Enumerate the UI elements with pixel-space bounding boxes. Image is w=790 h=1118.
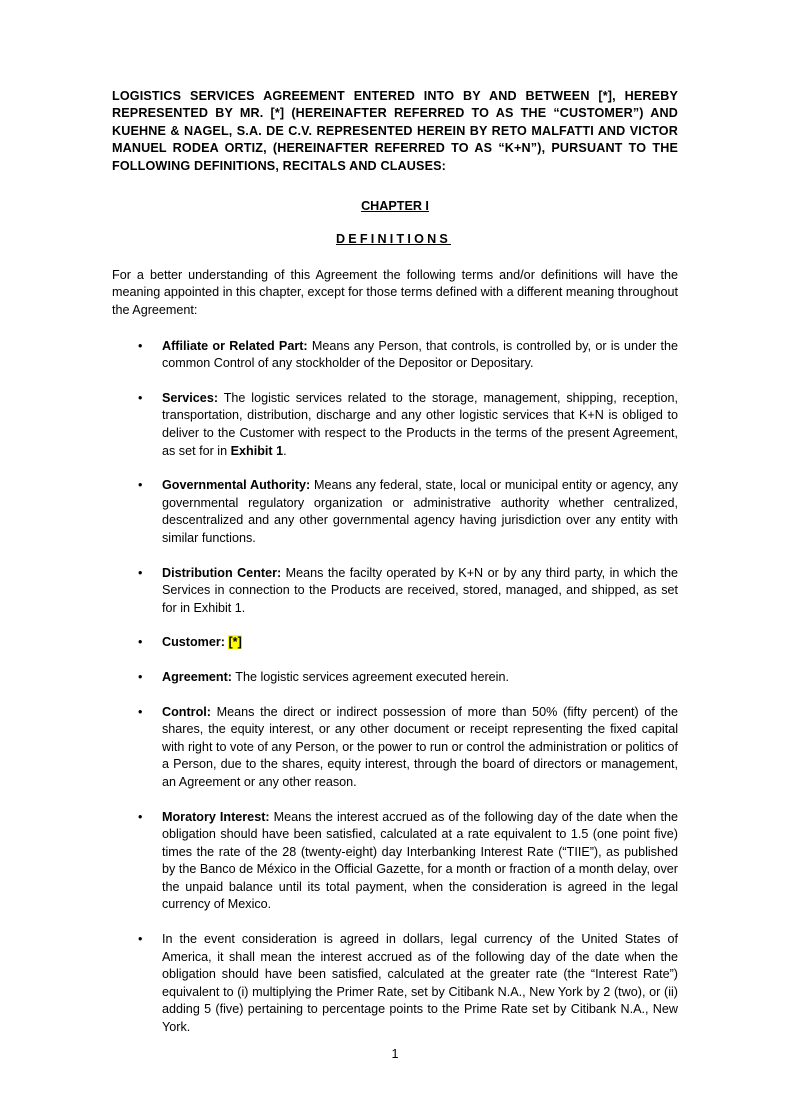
definitions-list (112, 338, 678, 1037)
section-heading-text: DEFINITIONS (336, 232, 451, 247)
definition-body-tail: . (283, 443, 287, 458)
definition-item (112, 565, 678, 618)
definition-body: The logistic services agreement executed herein. (231, 669, 509, 684)
definition-term: Distribution Center: (162, 565, 282, 580)
bullet-icon: • (138, 565, 143, 580)
definition-item (112, 338, 678, 373)
intro-paragraph: For a better understanding of this Agreement the following terms and/or definitions will have the meaning appointed in this chapter, except for those terms defined with a different meaning throughout the Agreement: (112, 267, 678, 318)
bullet-icon: • (138, 669, 143, 684)
definition-item (112, 931, 678, 1037)
bullet-icon: • (138, 338, 143, 353)
definition-term: Agreement: (162, 669, 232, 684)
bullet-icon: • (138, 635, 143, 650)
chapter-heading-text: CHAPTER I (361, 199, 429, 214)
bullet-icon: • (138, 478, 143, 493)
definition-term: Governmental Authority: (162, 478, 311, 493)
definition-item (112, 390, 678, 460)
definition-exhibit-reference: Exhibit 1 (230, 443, 284, 458)
definition-body: Means any Person, that controls, is controlled by, or is under the common Control of any stockholder of the Depositor or Depositary. (162, 338, 678, 371)
definition-body: In the event consideration is agreed in dollars, legal currency of the United States of America, it shall mean the interest accrued as of the following day of the date when the obligation should have been satisfied, calculated at the greater rate (the “Interest Rate”) equivalent to (i) multiplying the Primer Rate, set by Citibank N.A., New York by 2 (two), or (ii) adding 5 (five) pertaining to percentage points to the Prime Rate set by Citibank N.A., New York. (162, 932, 678, 1035)
definition-body: Means the facilty operated by K+N or by any third party, in which the Services in connection to the Products are received, stored, managed, and shipped, as set for in Exhibit 1. (162, 565, 678, 615)
definition-body: Means any federal, state, local or municipal entity or agency, any governmental regulatory organization or administrative authority whether centralized, descentralized and any other governmental agency having jurisdiction over any entity with similar functions. (162, 478, 678, 545)
definition-item (112, 809, 678, 915)
definition-term: Affiliate or Related Part: (162, 338, 308, 353)
definition-item (112, 477, 678, 547)
document-title-block: LOGISTICS SERVICES AGREEMENT ENTERED INTO BY AND BETWEEN [*], HEREBY REPRESENTED BY MR. [*] (HEREINAFTER REFERRED TO AS THE “CUSTOMER”) AND KUEHNE & NAGEL, S.A. DE C.V. REPRESENTED HEREIN BY RETO MALFATTI AND VICTOR MANUEL RODEA ORTIZ, (HEREINAFTER REFERRED TO AS “K+N”), PURSUANT TO THE FOLLOWING DEFINITIONS, RECITALS AND CLAUSES: (112, 89, 678, 173)
definition-term: Moratory Interest: (162, 809, 270, 824)
definition-item (112, 669, 678, 687)
document-content (112, 88, 678, 1037)
definition-body: Means the interest accrued as of the following day of the date when the obligation should have been satisfied, calculated at a rate equivalent to 1.5 (one point five) times the rate of the 28 (twenty-eight) day Interbanking Interest Rate (“TIIE”), as published by the Banco de México in the Official Gazette, for a month or fraction of a month delay, over the unpaid balance until its total payment, when the consideration is agreed in the legal currency of Mexico. (162, 809, 678, 912)
chapter-heading (112, 198, 678, 215)
bullet-icon: • (138, 704, 143, 719)
definition-term: Control: (162, 704, 211, 719)
page-number: 1 (391, 1047, 399, 1061)
section-heading (112, 231, 678, 248)
bullet-icon: • (138, 932, 143, 947)
bullet-icon: • (138, 809, 143, 824)
definition-item (112, 704, 678, 792)
highlighted-placeholder: [*] (228, 635, 242, 650)
definition-body: The logistic services related to the storage, management, shipping, reception, transportation, distribution, discharge and any other logistic services that K+N is obliged to deliver to the Customer with respect to the Products in the terms of the present Agreement, as set for in (162, 390, 678, 458)
definition-term: Customer: (162, 635, 225, 650)
definition-term: Services: (162, 390, 219, 405)
definition-item (112, 634, 678, 652)
bullet-icon: • (138, 390, 143, 405)
definition-body: Means the direct or indirect possession of more than 50% (fifty percent) of the shares, the equity interest, or any other document or receipt representing the fixed capital with right to vote of any Person, or the power to run or control the administration or politics of a Person, due to the shares, equity interest, through the board of directors or management, an Agreement or any other reason. (162, 704, 678, 789)
